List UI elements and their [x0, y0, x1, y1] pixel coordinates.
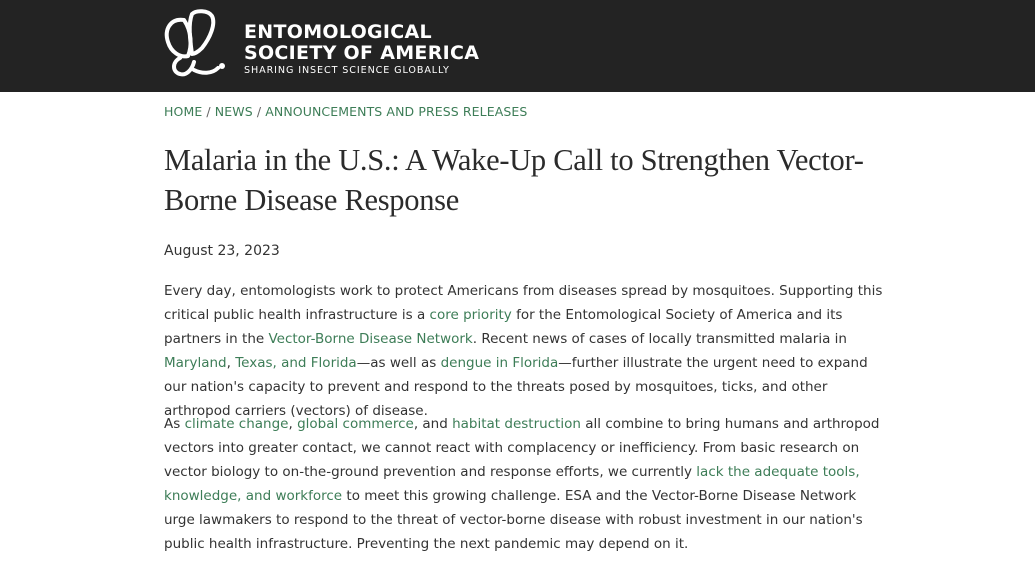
breadcrumb-news[interactable]: NEWS — [214, 104, 253, 119]
logo-tagline: SHARING INSECT SCIENCE GLOBALLY — [244, 65, 450, 76]
breadcrumb-separator: / — [202, 104, 215, 119]
text-run: , — [226, 355, 236, 371]
article-date: August 23, 2023 — [164, 243, 280, 259]
breadcrumb-home[interactable]: HOME — [164, 104, 203, 119]
text-run: As — [164, 416, 185, 432]
article-paragraph-2 — [164, 412, 886, 556]
text-run: , and — [413, 416, 453, 432]
link-vector-borne-disease-network[interactable]: Vector-Borne Disease Network — [268, 331, 473, 347]
link-maryland[interactable]: Maryland — [164, 355, 227, 371]
link-core-priority[interactable]: core priority — [429, 307, 512, 323]
text-run: all combine to bring humans and arthropod vectors into greater contact, we cannot react with complacency or inefficiency. From basic research on vector biology to on-the-ground prevention and response efforts, we currently — [164, 416, 880, 480]
text-run: , — [288, 416, 298, 432]
link-habitat-destruction[interactable]: habitat destruction — [452, 416, 581, 432]
page-title: Malaria in the U.S.: A Wake-Up Call to Strengthen Vector-Borne Disease Response — [164, 143, 864, 217]
logo-line-1: ENTOMOLOGICAL — [244, 21, 432, 43]
site-logo[interactable] — [162, 8, 479, 84]
logo-line-2: SOCIETY OF AMERICA — [244, 42, 480, 64]
breadcrumb-announcements[interactable]: ANNOUNCEMENTS AND PRESS RELEASES — [265, 104, 528, 119]
text-run: Every day, entomologists work to protect Americans from diseases spread by mosquitoes. Supporting this critical public health infrastructure is a — [164, 283, 883, 323]
text-run: to meet this growing challenge. ESA and the Vector-Borne Disease Network urge lawmakers to respond to the threat of vector-borne disease with robust investment in our nation's public health infrastructure. Preventing the next pandemic may depend on it. — [164, 488, 863, 552]
link-climate-change[interactable]: climate change — [184, 416, 289, 432]
site-header — [0, 0, 1035, 92]
link-global-commerce[interactable]: global commerce — [297, 416, 414, 432]
breadcrumb-separator: / — [252, 104, 266, 119]
text-run: —further illustrate the urgent need to expand our nation's capacity to prevent and respond to the threats posed by mosquitoes, ticks, and other arthropod carriers (vectors) of disease. — [164, 355, 868, 419]
butterfly-logo-icon — [162, 8, 238, 84]
logo-text — [244, 22, 479, 77]
link-lack-of-tools[interactable]: lack the adequate tools, knowledge, and workforce — [164, 464, 860, 504]
text-run: —as well as — [356, 355, 441, 371]
link-texas-and-florida[interactable]: Texas, and Florida — [235, 355, 357, 371]
article-paragraph-1 — [164, 279, 886, 423]
link-dengue-in-florida[interactable]: dengue in Florida — [440, 355, 559, 371]
text-run: . Recent news of cases of locally transmitted malaria in — [472, 331, 847, 347]
text-run: for the Entomological Society of America and its partners in the — [164, 307, 843, 347]
breadcrumb — [164, 104, 527, 119]
